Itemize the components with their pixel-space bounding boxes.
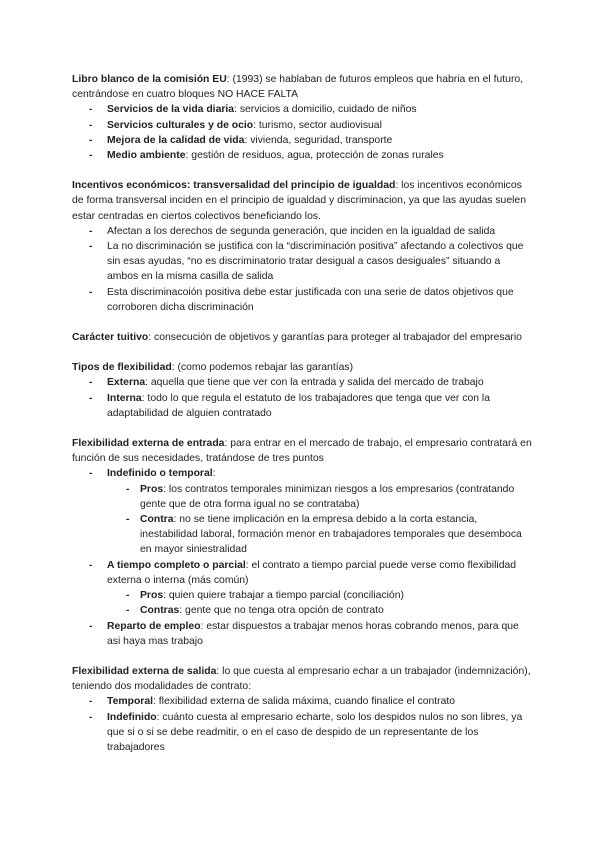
text: : lo que cuesta al empresario echar a un trabajador (indemnización), teniendo dos modalidades de contrato: [72, 665, 531, 693]
list-item [72, 102, 532, 117]
list-item [72, 118, 532, 133]
text: : los incentivos económicos de forma transversal inciden en el principio de igualdad y discriminacion, ya que las ayudas suelen estar centradas en ciertos colectivos beneficiando los. [72, 180, 526, 222]
list-item [72, 619, 532, 649]
paragraph [72, 436, 532, 466]
term: Tipos de flexibilidad [72, 362, 172, 374]
paragraph [72, 664, 532, 694]
bullet-list [72, 224, 532, 315]
section-flexibilidad-salida [72, 664, 532, 755]
paragraph [72, 72, 532, 102]
text: : [212, 468, 216, 480]
text: : estar dispuestos a trabajar menos horas cobrando menos, para que asi haya mas trabajo [107, 620, 519, 647]
sub-list-item [106, 603, 532, 618]
paragraph [72, 178, 532, 224]
sub-list [106, 588, 532, 618]
term: Externa [107, 377, 146, 389]
bullet-list [72, 102, 532, 163]
term: Servicios de la vida diaria [107, 104, 235, 116]
term: Mejora de la calidad de vida [107, 134, 245, 146]
text: : para entrar en el mercado de trabajo, el empresario contratará en función de sus necesidades, tratándose de tres puntos [72, 438, 532, 465]
term: Contras [140, 605, 180, 617]
section-libro-blanco [72, 72, 532, 163]
list-item [72, 391, 532, 421]
section-tipos-flexibilidad [72, 360, 532, 421]
list-item [72, 694, 532, 709]
section-flexibilidad-entrada [72, 436, 532, 649]
text: : turismo, sector audiovisual [253, 119, 382, 131]
term: Flexibilidad externa de salida [72, 665, 217, 677]
term: Pros [140, 483, 164, 495]
term: Servicios culturales y de ocio [107, 119, 254, 131]
term: Reparto de empleo [107, 620, 201, 632]
list-item [72, 558, 532, 619]
term: Indefinido o temporal [107, 468, 213, 480]
text: : todo lo que regula el estatuto de los trabajadores que tenga que ver con la adaptabilidad de alguien contratado [107, 392, 490, 419]
text: : vivienda, seguridad, transporte [244, 134, 393, 146]
text: : (1993) se hablaban de futuros empleos que habria en el futuro, centrándose en cuatro bloques NO HACE FALTA [72, 74, 524, 101]
text: : no se tiene implicación en la empresa debido a la corta estancia, inestabilidad laboral, formación menor en trabajadores temporales que desemboca en mayor siniestralidad [140, 514, 522, 556]
list-item [72, 710, 532, 756]
list-item [72, 466, 532, 557]
list-item [72, 133, 532, 148]
term: Interna [107, 392, 142, 404]
paragraph [72, 330, 532, 345]
sub-list-item [106, 588, 532, 603]
term: Flexibilidad externa de entrada [72, 438, 225, 450]
section-incentivos [72, 178, 532, 315]
bullet-list [72, 466, 532, 648]
separator: : [186, 180, 194, 192]
text: : el contrato a tiempo parcial puede verse como flexibilidad externa o interna (más común) [107, 559, 517, 586]
text: : gente que no tenga otra opción de contrato [179, 605, 384, 617]
list-item: - Afectan a los derechos de segunda generación, que inciden en la igualdad de salida [72, 224, 532, 239]
sub-list-item [106, 512, 532, 558]
term: Incentivos económicos [72, 180, 187, 192]
sub-list-item [106, 482, 532, 512]
term: Medio ambiente [107, 150, 186, 162]
term: A tiempo completo o parcial [107, 559, 246, 571]
term: Indefinido [107, 711, 157, 723]
bullet-list [72, 694, 532, 755]
term: Contra [140, 514, 174, 526]
term: Carácter tuitivo [72, 332, 149, 344]
document-page [72, 72, 532, 770]
term: transversalidad del principio de igualdad [193, 180, 396, 192]
section-caracter-tuitivo [72, 330, 532, 345]
list-item: - Esta discriminacoión positiva debe estar justificada con una serie de datos objetivos que corroboren dicha discriminación [72, 285, 532, 315]
term: Pros [140, 590, 164, 602]
text: : cuánto cuesta al empresario echarte, solo los despidos nulos no son libres, ya que si o si se debe readmitir, o en el caso de despido de un representante de los trabajadores [107, 711, 523, 753]
paragraph [72, 360, 532, 375]
text: : (como podemos rebajar las garantías) [171, 362, 354, 374]
sub-list [106, 482, 532, 558]
text: : quien quiere trabajar a tiempo parcial (conciliación) [163, 590, 404, 602]
text: : los contratos temporales minimizan riesgos a los empresarios (contratando gente que de otra forma igual no se contrataba) [140, 483, 515, 510]
text: : aquella que tiene que ver con la entrada y salida del mercado de trabajo [145, 377, 484, 389]
term: Temporal [107, 696, 153, 708]
term: Libro blanco de la comisión EU [72, 74, 227, 85]
list-item [72, 375, 532, 390]
bullet-list [72, 375, 532, 421]
text: : flexibilidad externa de salida máxima, cuando finalice el contrato [153, 696, 456, 708]
text: : gestión de residuos, agua, protección de zonas rurales [185, 150, 444, 162]
list-item [72, 148, 532, 163]
text: : consecución de objetivos y garantías para proteger al trabajador del empresario [148, 332, 522, 344]
text: : servicios a domicilio, cuidado de niños [234, 104, 417, 116]
list-item: - La no discriminación se justifica con la “discriminación positiva” afectando a colectivos que sin esas ayudas, “no es discriminatorio tratar desigual a casos desiguales” situando a ambos en la misma casilla de salida [72, 239, 532, 285]
